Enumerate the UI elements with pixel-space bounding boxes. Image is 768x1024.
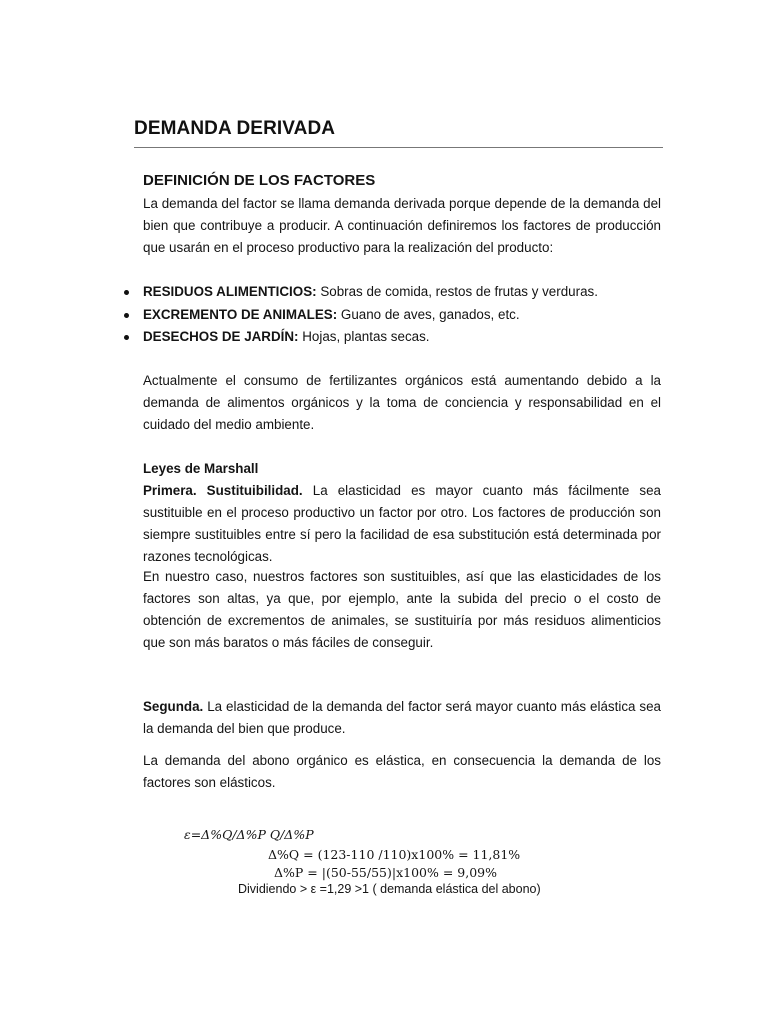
formula-delta-q: Δ%Q = (123-110 /110)x100% = 11,81% [268,847,521,862]
bullet-icon [124,290,129,295]
abono-paragraph: La demanda del abono orgánico es elástica, en consecuencia la demanda de los factores son elásticos. [143,753,661,790]
factor-label: DESECHOS DE JARDÍN: [143,329,299,344]
factor-label: EXCREMENTO DE ANIMALES: [143,306,338,322]
formula-delta-p: Δ%P = |(50-55/55)|x100% = 9,09% [274,865,497,880]
actual-paragraph: Actualmente el consumo de fertilizantes orgánicos está aumentando debido a la demanda de alimentos orgánicos y la toma de conciencia y responsabilidad en el cuidado del medio ambiente. [143,373,661,432]
factor-label: RESIDUOS ALIMENTICIOS: [143,284,317,299]
primera-text: La elasticidad es mayor cuanto más fácilmente sea sustituible en el proceso productivo un factor por otro. Los factores de producción son siempre sustituibles entre sí pero la facilidad de esa substitución está determinada por razones tecnológicas. [143,483,661,564]
bullet-icon [124,335,129,340]
intro-paragraph: La demanda del factor se llama demanda derivada porque depende de la demanda del bien que contribuye a producir. A continuación definiremos los factores de producción que usarán en el proceso productivo para la realización del producto: [143,196,661,255]
bullet-icon [124,313,129,318]
factor-text: Hojas, plantas secas. [298,329,430,344]
section-heading: DEFINICIÓN DE LOS FACTORES [143,172,376,189]
list-item [124,281,664,304]
title-divider [134,147,663,148]
primera-paragraph [143,480,661,568]
formula-elasticity: ε=Δ%Q/Δ%P Q/Δ%P [184,827,314,842]
factors-list [124,281,664,349]
list-item [124,304,664,327]
segunda-label: Segunda. [143,699,204,714]
segunda-paragraph [143,696,661,740]
page-title: DEMANDA DERIVADA [134,118,336,139]
list-item [124,326,664,349]
caso-paragraph: En nuestro caso, nuestros factores son sustituibles, así que las elasticidades de los factores son altas, ya que, por ejemplo, ante la subida del precio o el costo de obtención de excrementos de animales, se sustituiría por más residuos alimenticios que son más baratos o más fáciles de conseguir. [143,569,661,650]
factor-text: Sobras de comida, restos de frutas y verduras. [316,284,598,299]
factor-text: Guano de aves, ganados, etc. [337,306,520,322]
segunda-text: La elasticidad de la demanda del factor será mayor cuanto más elástica sea la demanda del bien que produce. [143,699,661,736]
marshall-heading: Leyes de Marshall [143,461,259,476]
formula-result: Dividiendo > ε =1,29 >1 ( demanda elástica del abono) [238,882,541,896]
primera-label: Primera. Sustituibilidad. [143,483,303,498]
